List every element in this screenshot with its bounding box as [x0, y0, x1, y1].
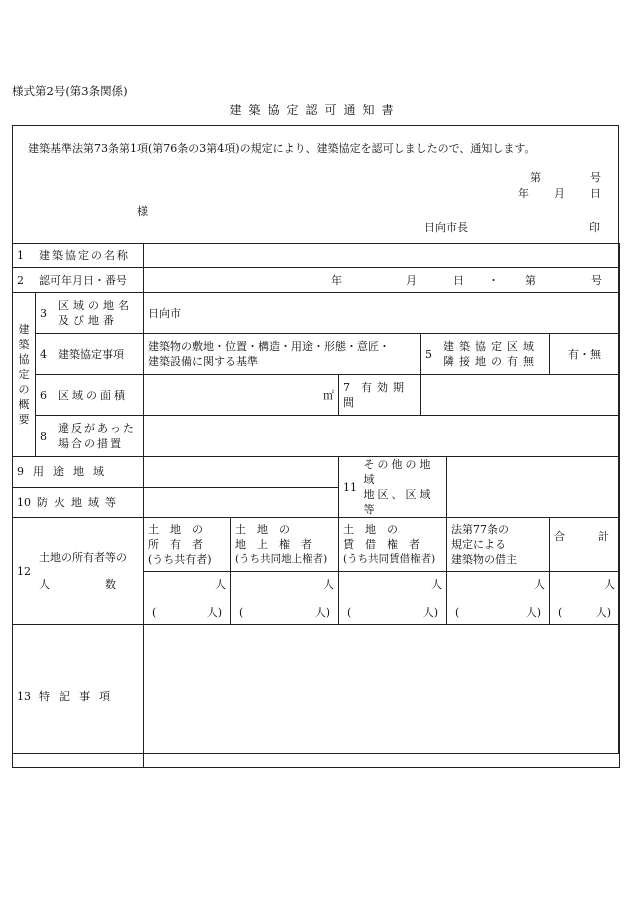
square-meter-unit: ㎡: [323, 388, 334, 402]
addressee-suffix: 様: [137, 205, 148, 218]
agreement-matters-field[interactable]: 建築物の敷地・位置・構造・用途・形態・意匠・ 建築設備に関する基準: [144, 334, 421, 375]
agreement-summary-group-label: 建築協定の概要: [13, 293, 36, 457]
row-area-location: [13, 293, 620, 334]
adjacent-land-choice[interactable]: 有・無: [550, 334, 620, 375]
document-number-label: 第 号: [530, 171, 602, 184]
fire-district-field[interactable]: [144, 487, 339, 518]
building-tenant-column-header: 法第77条の 規定による 建築物の借主: [447, 518, 550, 572]
special-notes-label: 13 特記事項: [13, 625, 144, 768]
agreement-table: [12, 243, 620, 768]
row-owner-count-headers: [13, 518, 620, 572]
row-agreement-matters: [13, 334, 620, 375]
lessee-count-cell[interactable]: 人 ( 人): [339, 572, 447, 625]
total-count-cell[interactable]: 人 ( 人): [550, 572, 620, 625]
violation-measures-field[interactable]: [144, 416, 620, 457]
use-district-field[interactable]: [144, 457, 339, 488]
violation-measures-label: 8 違反があった 場合の措置: [36, 416, 144, 457]
issuer-name: 日向市長: [424, 221, 468, 234]
total-column-header: 合 計: [550, 518, 620, 572]
other-districts-field[interactable]: [447, 457, 620, 518]
row-approval-date: [13, 268, 620, 293]
agreement-name-field[interactable]: [144, 244, 620, 268]
document-title: 建築協定認可通知書: [229, 103, 401, 117]
lessee-column-header: 土 地 の 賃 借 権 者 (うち共同賃借権者): [339, 518, 447, 572]
agreement-matters-label: 4 建築協定事項: [36, 334, 144, 375]
approval-date-label: 2 認可年月日・番号: [13, 268, 144, 293]
area-location-field[interactable]: 日向市: [144, 293, 620, 334]
approval-date-field[interactable]: 年 月 日 ・ 第 号: [144, 268, 620, 293]
row-special-notes: [13, 625, 620, 768]
area-size-field[interactable]: [144, 375, 339, 416]
building-tenant-count-cell[interactable]: 人 ( 人): [447, 572, 550, 625]
document-date-label: 年 月 日: [518, 187, 602, 200]
area-location-label: 3 区域の地名 及び地番: [36, 293, 144, 334]
owner-count-label: 12 土地の所有者等の 人 数: [13, 518, 144, 625]
form-number-label: 様式第2号(第3条関係): [12, 84, 128, 98]
owner-column-header: 土 地 の 所 有 者 (うち共有者): [144, 518, 231, 572]
fire-district-label: 10 防火地域等: [13, 487, 144, 518]
use-district-label: 9 用途地域: [13, 457, 144, 488]
other-districts-label: 11 その他の地域 地区、区域等: [339, 457, 447, 518]
validity-period-label: 7 有効期間: [339, 375, 421, 416]
row-area-size: [13, 375, 620, 416]
agreement-name-label: 1 建築協定の名称: [13, 244, 144, 268]
area-size-label: 6 区域の面積: [36, 375, 144, 416]
notice-text: 建築基準法第73条第1項(第76条の3第4項)の規定により、建築協定を認可しましたので、通知します。: [28, 142, 536, 155]
superficies-count-cell[interactable]: 人 ( 人): [231, 572, 339, 625]
seal-mark: 印: [589, 221, 600, 234]
row-agreement-name: [13, 244, 620, 268]
owner-count-cell[interactable]: 人 ( 人): [144, 572, 231, 625]
row-use-district: [13, 457, 620, 488]
row-violation-measures: [13, 416, 620, 457]
validity-period-field[interactable]: [421, 375, 620, 416]
special-notes-field[interactable]: [144, 625, 620, 768]
adjacent-land-label: 5 建築協定区域 隣接地の有無: [421, 334, 550, 375]
superficies-column-header: 土 地 の 地 上 権 者 (うち共同地上権者): [231, 518, 339, 572]
